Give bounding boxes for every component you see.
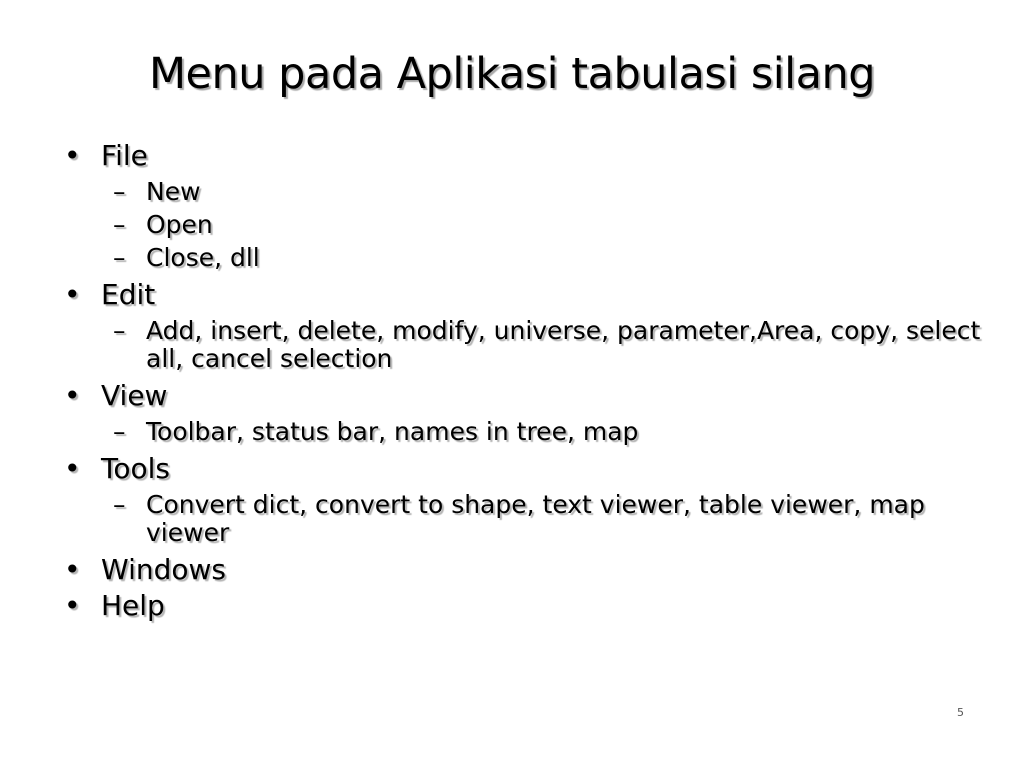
bullet-icon: • [64, 452, 81, 485]
menu-label: Tools [101, 452, 170, 485]
submenu-item-close [58, 244, 988, 272]
menu-item-windows [58, 552, 988, 588]
submenu-item-view-options [58, 418, 988, 446]
dash-icon: – [113, 316, 126, 345]
dash-icon: – [113, 177, 126, 206]
submenu-label: New [146, 177, 201, 206]
menu-label: Edit [101, 278, 156, 311]
page-number: 5 [957, 706, 964, 719]
slide-title: Menu pada Aplikasi tabulasi silang [148, 49, 876, 99]
submenu-label: Close, dll [146, 243, 260, 272]
menu-label: Help [101, 589, 165, 622]
dash-icon: – [113, 243, 126, 272]
bullet-icon: • [64, 379, 81, 412]
menu-label: Windows [101, 553, 226, 586]
menu-item-view [58, 378, 988, 414]
menu-item-tools [58, 451, 988, 487]
bullet-icon: • [64, 278, 81, 311]
submenu-item-edit-actions [58, 317, 988, 373]
submenu-label: Convert dict, convert to shape, text viewer, table viewer, map viewer [146, 490, 925, 547]
bullet-icon: • [64, 553, 81, 586]
menu-item-edit [58, 277, 988, 313]
menu-list [58, 138, 988, 624]
submenu-label: Toolbar, status bar, names in tree, map [146, 417, 639, 446]
menu-label: View [101, 379, 168, 412]
submenu-item-tools-options [58, 491, 988, 547]
menu-label: File [101, 139, 148, 172]
submenu-item-open [58, 211, 988, 239]
bullet-icon: • [64, 139, 81, 172]
menu-item-help [58, 588, 988, 624]
dash-icon: – [113, 417, 126, 446]
dash-icon: – [113, 210, 126, 239]
submenu-label: Add, insert, delete, modify, universe, parameter,Area, copy, select all, cancel selection [146, 316, 981, 373]
bullet-icon: • [64, 589, 81, 622]
submenu-label: Open [146, 210, 213, 239]
dash-icon: – [113, 490, 126, 519]
menu-item-file [58, 138, 988, 174]
submenu-item-new [58, 178, 988, 206]
